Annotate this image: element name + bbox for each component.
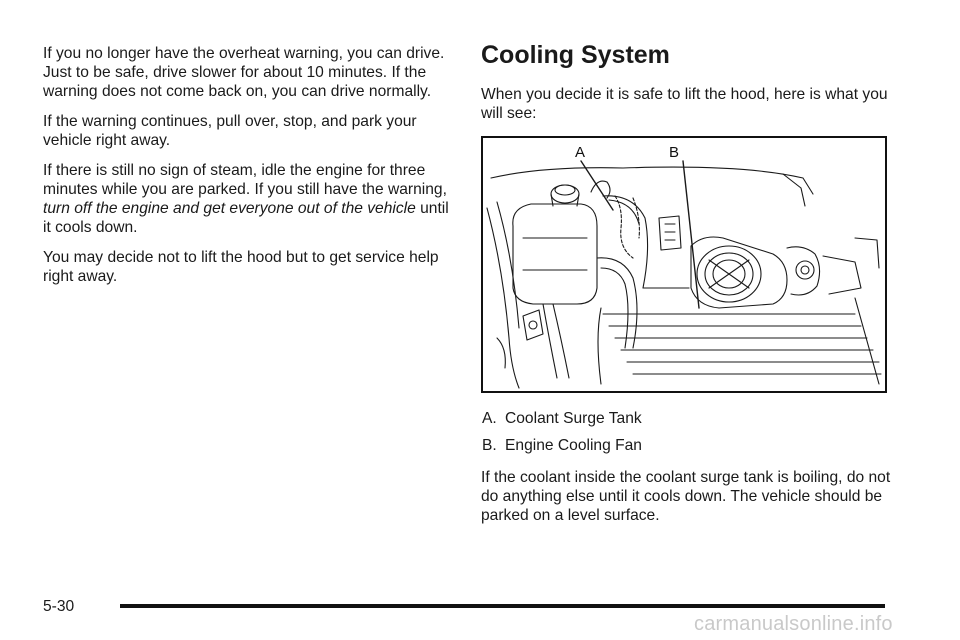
- callout-b-label: B: [669, 144, 680, 161]
- footer-divider: [120, 604, 885, 608]
- left-column: [43, 44, 453, 297]
- legend-letter-b: B.: [482, 437, 497, 454]
- legend-item-a: [481, 409, 891, 428]
- steam-idle-text: If there is still no sign of steam, idle the engine for three minutes while you are parked. If you still have the warning,: [43, 162, 447, 198]
- service-help-paragraph: You may decide not to lift the hood but to get service help right away.: [43, 249, 439, 285]
- warning-continues-paragraph: If the warning continues, pull over, stop, and park your vehicle right away.: [43, 113, 417, 149]
- legend-label-a: Coolant Surge Tank: [505, 410, 642, 427]
- legend-label-b: Engine Cooling Fan: [505, 437, 642, 454]
- right-column: [481, 41, 891, 536]
- engine-compartment-figure: [481, 136, 887, 393]
- steam-idle-paragraph: [43, 161, 453, 237]
- legend-item-b: [481, 436, 891, 455]
- steam-idle-text-end: until it cools down.: [43, 200, 449, 236]
- callout-a-label: A: [575, 144, 586, 161]
- page-number: 5-30: [43, 598, 75, 615]
- section-heading: Cooling System: [481, 41, 670, 69]
- closing-paragraph: If the coolant inside the coolant surge tank is boiling, do not do anything else until it cools down. The vehicle should be parked on a level surface.: [481, 469, 891, 524]
- intro-paragraph: When you decide it is safe to lift the hood, here is what you will see:: [481, 86, 888, 122]
- engine-illustration: [483, 138, 885, 391]
- legend-letter-a: A.: [482, 410, 497, 427]
- overheat-drive-paragraph: If you no longer have the overheat warning, you can drive. Just to be safe, drive slower for about 10 minutes. If the warning does not come back on, you can drive normally.: [43, 45, 445, 100]
- steam-idle-emphasis: turn off the engine and get everyone out of the vehicle: [43, 200, 416, 217]
- watermark: carmanualsonline.info: [694, 613, 893, 635]
